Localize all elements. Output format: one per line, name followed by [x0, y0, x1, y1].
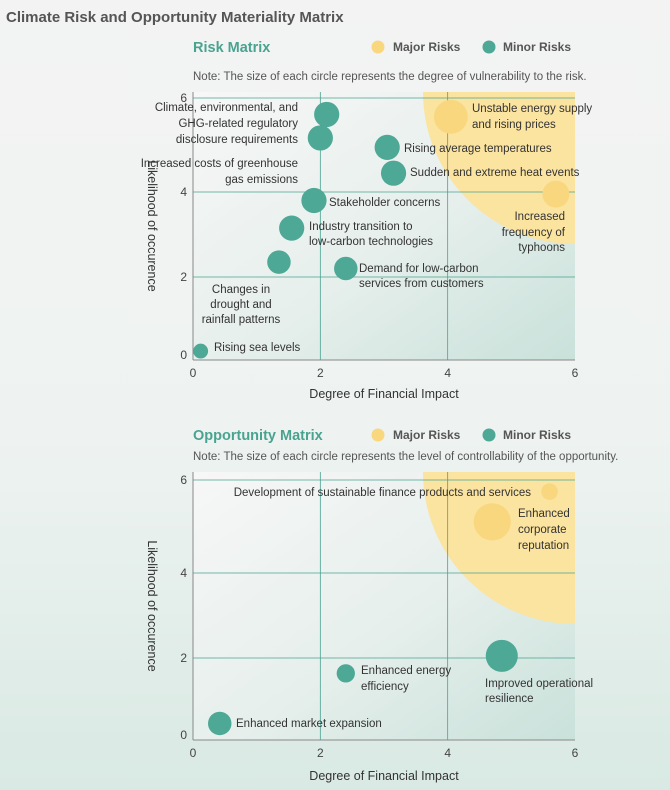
minor-point — [267, 250, 290, 273]
x-tick-label: 4 — [444, 366, 452, 380]
x-tick-label: 6 — [571, 366, 579, 380]
y-tick-label: 6 — [180, 473, 187, 487]
point-label: and rising prices — [472, 119, 556, 131]
point-label: disclosure requirements — [175, 134, 298, 146]
y-tick-label: 4 — [180, 185, 187, 199]
chart-title: Opportunity Matrix — [193, 428, 323, 444]
minor-point — [208, 712, 231, 735]
legend-marker — [483, 41, 496, 54]
x-tick-label: 2 — [316, 746, 324, 760]
legend-label: Major Risks — [393, 40, 461, 54]
point-label: drought and — [210, 299, 272, 311]
major-point — [541, 483, 558, 500]
risk-matrix — [141, 0, 670, 401]
x-tick-label: 6 — [571, 746, 579, 760]
chart-title: Risk Matrix — [193, 40, 271, 56]
point-label: Demand for low-carbon — [359, 263, 479, 275]
y-tick-label: 2 — [180, 651, 187, 665]
legend-marker — [483, 429, 496, 442]
point-label: rainfall patterns — [201, 314, 281, 326]
point-label: corporate — [518, 524, 567, 536]
point-label: low-carbon technologies — [309, 236, 434, 248]
x-axis-label: Degree of Financial Impact — [309, 769, 459, 783]
point-label: Improved operational — [485, 678, 594, 690]
minor-point — [375, 135, 400, 160]
y-tick-label: 4 — [180, 566, 187, 580]
point-label: Enhanced market expansion — [236, 718, 382, 730]
y-tick-label: 6 — [180, 91, 187, 105]
legend-label: Minor Risks — [503, 428, 572, 442]
point-label: Increased costs of greenhouse — [140, 158, 298, 170]
minor-point — [193, 344, 208, 359]
point-label: Changes in — [211, 284, 271, 296]
y-axis-label: Likelihood of occurence — [145, 540, 159, 672]
point-label: Unstable energy supply — [472, 103, 593, 115]
point-label: Rising average temperatures — [404, 143, 552, 155]
point-label: GHG-related regulatory — [178, 118, 298, 130]
point-label: Enhanced energy — [361, 665, 452, 677]
x-tick-label: 4 — [444, 746, 452, 760]
minor-point — [381, 161, 406, 186]
y-tick-label: 0 — [180, 348, 187, 362]
x-tick-label: 0 — [189, 746, 197, 760]
point-label: Sudden and extreme heat events — [410, 167, 580, 179]
point-label: services from customers — [359, 278, 484, 290]
x-axis-label: Degree of Financial Impact — [309, 387, 459, 401]
legend-label: Minor Risks — [503, 40, 572, 54]
minor-point — [308, 125, 333, 150]
minor-point — [279, 216, 304, 241]
major-point — [542, 181, 569, 208]
major-point — [434, 100, 468, 134]
legend-marker — [372, 429, 385, 442]
point-label: typhoons — [518, 242, 565, 254]
point-label: gas emissions — [225, 174, 298, 186]
page-title: Climate Risk and Opportunity Materiality Matrix — [6, 9, 344, 26]
point-label: Stakeholder concerns — [329, 197, 441, 209]
point-label: frequency of — [501, 227, 565, 239]
minor-point — [314, 102, 339, 127]
point-label: efficiency — [361, 681, 409, 693]
point-label: Increased — [514, 211, 565, 223]
point-label: Rising sea levels — [214, 342, 301, 354]
chart-note: Note: The size of each circle represents the level of controllability of the opportunity. — [193, 451, 619, 463]
point-label: Industry transition to — [309, 221, 413, 233]
y-tick-label: 2 — [180, 270, 187, 284]
y-axis-label: Likelihood of occurence — [145, 160, 159, 292]
minor-point — [337, 664, 355, 682]
major-point — [474, 503, 511, 540]
y-tick-label: 0 — [180, 728, 187, 742]
point-label: Development of sustainable finance products and services — [233, 487, 531, 499]
minor-point — [334, 257, 357, 280]
x-tick-label: 0 — [189, 366, 197, 380]
x-tick-label: 2 — [316, 366, 324, 380]
chart-note: Note: The size of each circle represents the degree of vulnerability to the risk. — [193, 71, 587, 83]
minor-point — [486, 640, 518, 672]
point-label: Climate, environmental, and — [154, 102, 298, 114]
minor-point — [301, 188, 326, 213]
point-label: Enhanced — [518, 508, 570, 520]
point-label: reputation — [518, 540, 570, 552]
point-label: resilience — [485, 693, 534, 705]
legend-label: Major Risks — [393, 428, 461, 442]
legend-marker — [372, 41, 385, 54]
